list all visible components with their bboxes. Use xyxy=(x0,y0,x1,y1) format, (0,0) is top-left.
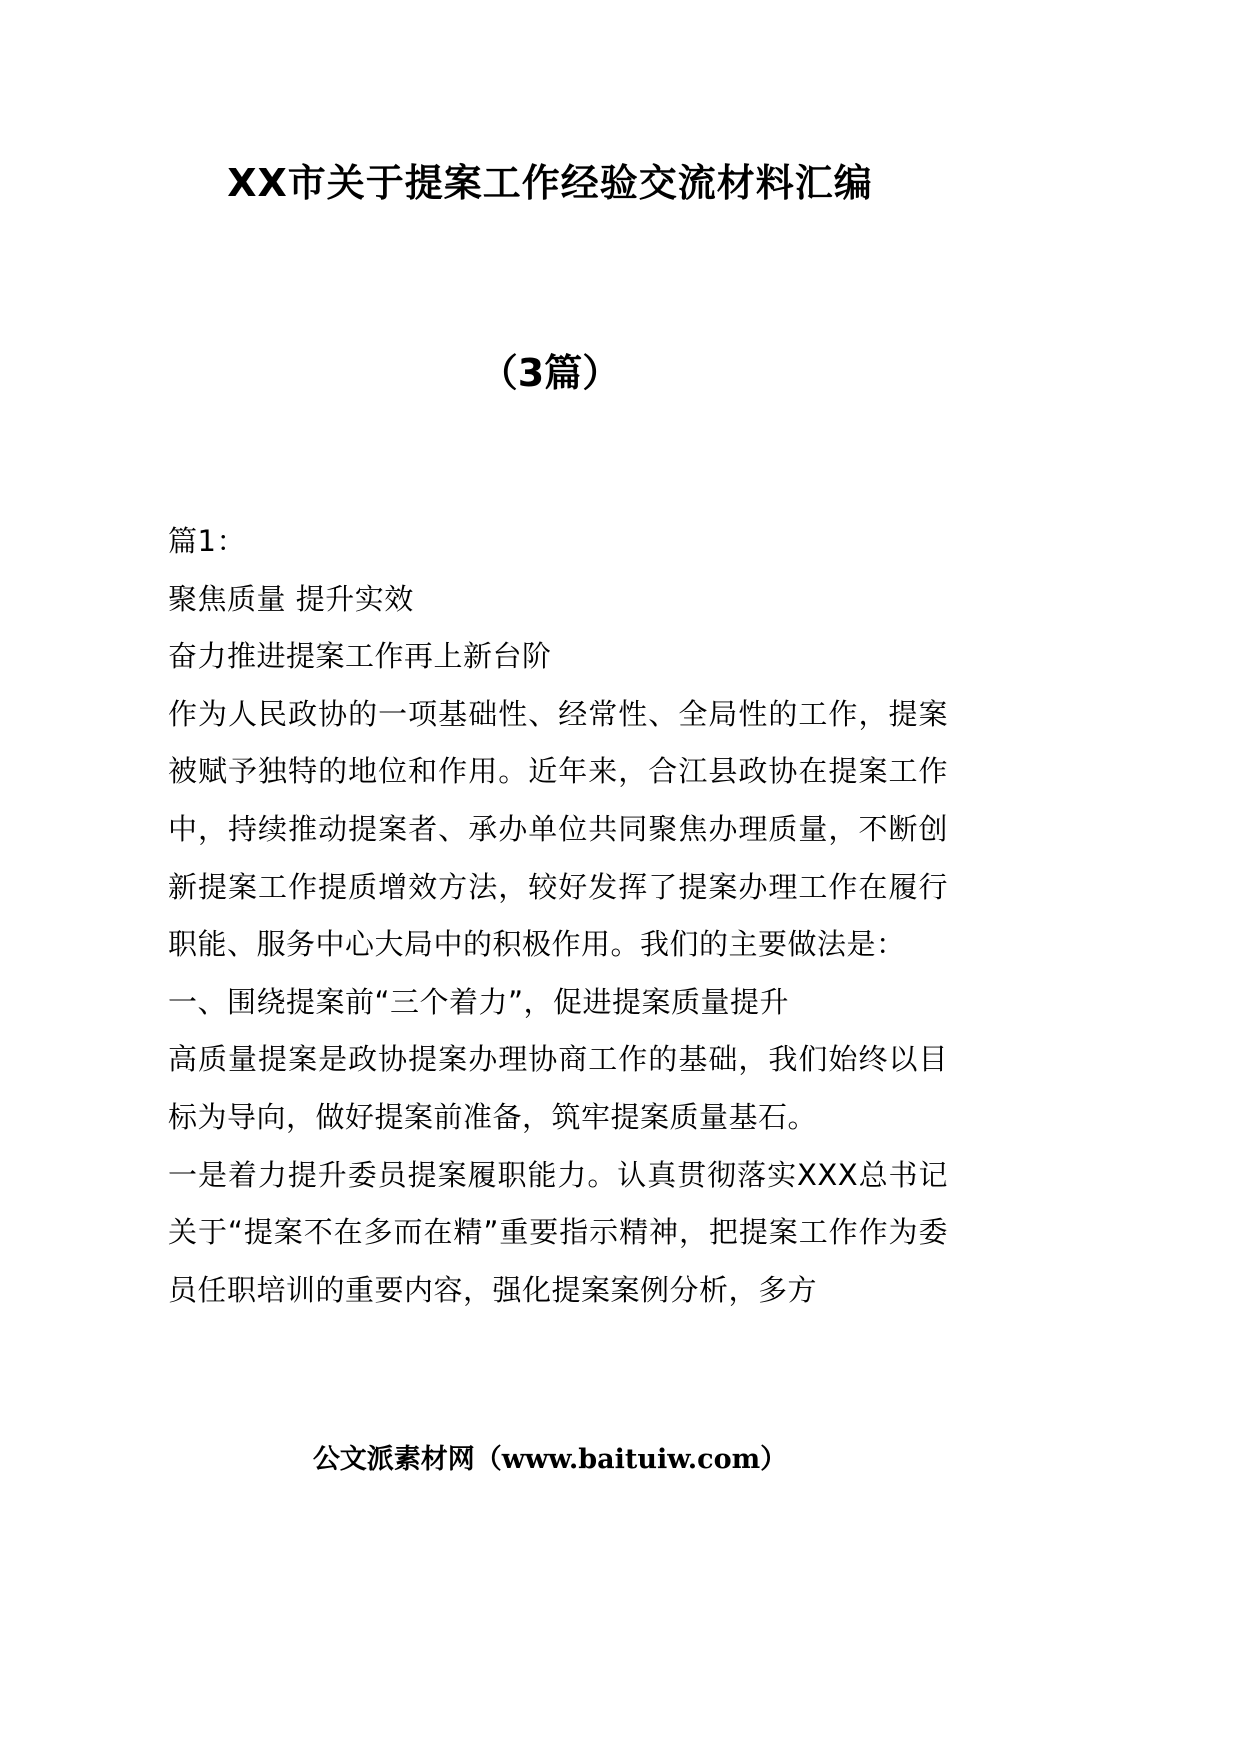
document-title: XX市关于提案工作经验交流材料汇编 xyxy=(227,161,873,205)
footer-watermark: 公文派素材网（www.baituiw.com） xyxy=(312,1444,788,1475)
article-heading-line-2: 奋力推进提案工作再上新台阶 xyxy=(168,639,552,674)
paragraph-member-capability: 一是着力提升委员提案履职能力。认真贯彻落实XXX总书记关于“提案不在多而在精”重要指示精神，把提案工作作为委员任职培训的重要内容，强化提案案例分析，多方 xyxy=(168,1157,948,1307)
document-body xyxy=(168,513,948,1319)
paragraph-quality-foundation: 高质量提案是政协提案办理协商工作的基础，我们始终以目标为导向，做好提案前准备，筑牢提案质量基石。 xyxy=(168,1042,948,1134)
section-subheading: 一、围绕提案前“三个着力”，促进提案质量提升 xyxy=(168,984,790,1019)
document-subtitle: （3篇） xyxy=(479,351,621,395)
article-heading-line-1: 聚焦质量 提升实效 xyxy=(168,581,414,616)
paragraph-intro: 作为人民政协的一项基础性、经常性、全局性的工作，提案被赋予独特的地位和作用。近年来，合江县政协在提案工作中，持续推动提案者、承办单位共同聚焦办理质量，不断创新提案工作提质增效方法，较好发挥了提案办理工作在履行职能、服务中心大局中的积极作用。我们的主要做法是： xyxy=(168,696,948,962)
section-label: 篇1： xyxy=(168,524,246,558)
